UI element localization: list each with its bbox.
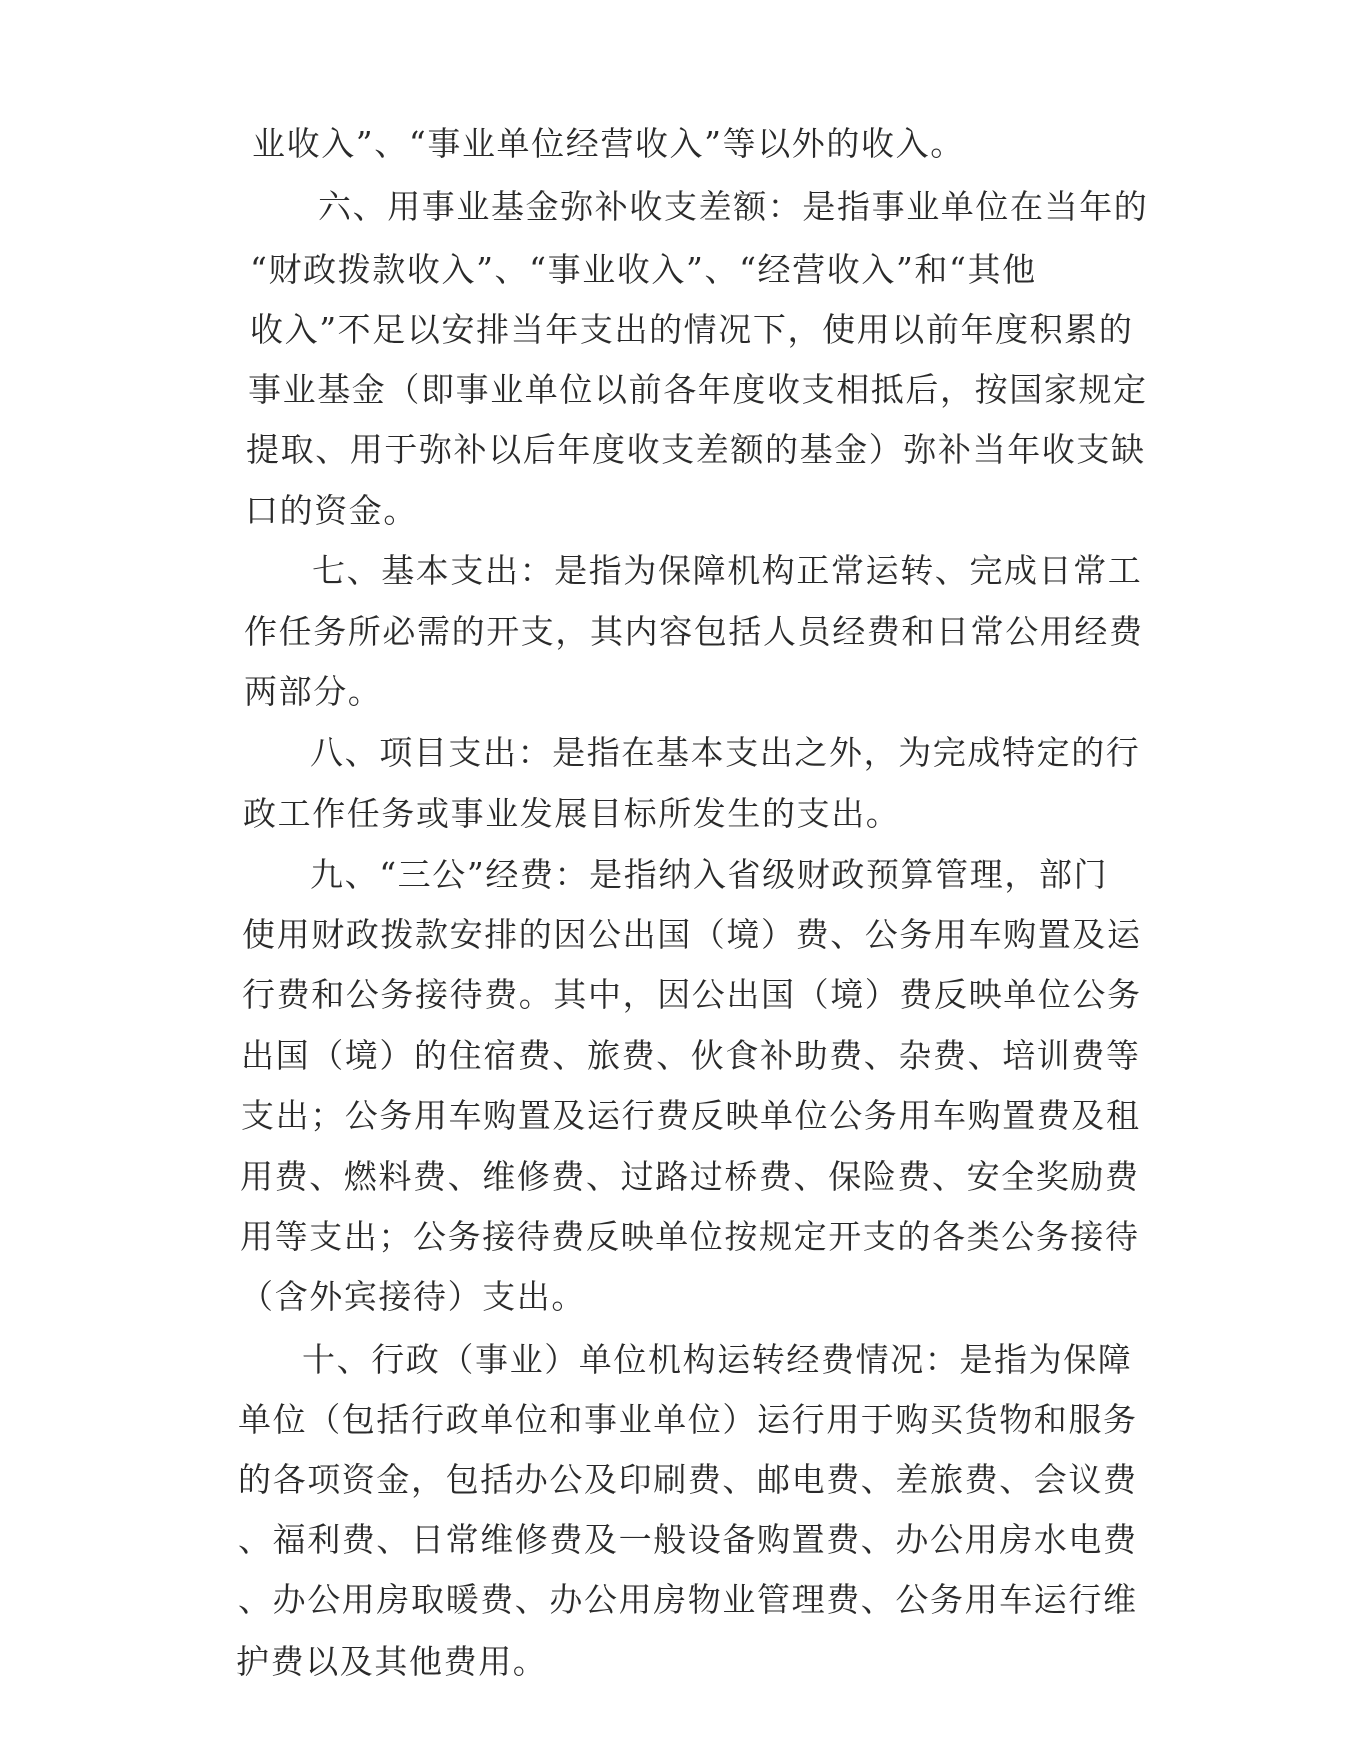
text-line: 政工作任务或事业发展目标所发生的支出。 bbox=[243, 794, 901, 833]
text-line: 口的资金。 bbox=[245, 491, 418, 530]
text-line: （含外宾接待）支出。 bbox=[240, 1277, 586, 1316]
text-line: 的各项资金，包括办公及印刷费、邮电费、差旅费、会议费 bbox=[238, 1460, 1138, 1499]
text-line: 、办公用房取暖费、办公用房物业管理费、公务用车运行维 bbox=[238, 1580, 1138, 1619]
text-line: “财政拨款收入”、“事业收入”、“经营收入”和“其他 bbox=[250, 250, 1037, 289]
text-line: 使用财政拨款安排的因公出国（境）费、公务用车购置及运 bbox=[242, 915, 1142, 954]
text-line: 业收入”、“事业单位经营收入”等以外的收入。 bbox=[252, 124, 965, 163]
section-heading-9: 九、“三公”经费：是指纳入省级财政预算管理，部门 bbox=[310, 855, 1109, 894]
section-heading-10: 十、行政（事业）单位机构运转经费情况：是指为保障 bbox=[302, 1340, 1133, 1379]
text-line: 行费和公务接待费。其中，因公出国（境）费反映单位公务 bbox=[242, 975, 1142, 1014]
text-line: 两部分。 bbox=[244, 672, 383, 711]
text-line: 事业基金（即事业单位以前各年度收支相抵后，按国家规定 bbox=[248, 370, 1148, 409]
text-line: 作任务所必需的开支，其内容包括人员经费和日常公用经费 bbox=[244, 612, 1144, 651]
text-line: 收入”不足以安排当年支出的情况下，使用以前年度积累的 bbox=[250, 310, 1134, 349]
text-line: 单位（包括行政单位和事业单位）运行用于购买货物和服务 bbox=[238, 1400, 1138, 1439]
section-heading-7: 七、基本支出：是指为保障机构正常运转、完成日常工 bbox=[312, 551, 1143, 590]
text-line: 支出；公务用车购置及运行费反映单位公务用车购置费及租 bbox=[241, 1096, 1141, 1135]
text-line: 用等支出；公务接待费反映单位按规定开支的各类公务接待 bbox=[240, 1217, 1140, 1256]
text-line: 提取、用于弥补以后年度收支差额的基金）弥补当年收支缺 bbox=[246, 430, 1146, 469]
section-heading-6: 六、用事业基金弥补收支差额：是指事业单位在当年的 bbox=[318, 187, 1149, 226]
text-line: 、福利费、日常维修费及一般设备购置费、办公用房水电费 bbox=[238, 1520, 1138, 1559]
text-line: 出国（境）的住宿费、旅费、伙食补助费、杂费、培训费等 bbox=[241, 1036, 1141, 1075]
text-line: 用费、燃料费、维修费、过路过桥费、保险费、安全奖励费 bbox=[240, 1157, 1140, 1196]
text-line: 护费以及其他费用。 bbox=[236, 1642, 548, 1681]
section-heading-8: 八、项目支出：是指在基本支出之外，为完成特定的行 bbox=[310, 733, 1141, 772]
